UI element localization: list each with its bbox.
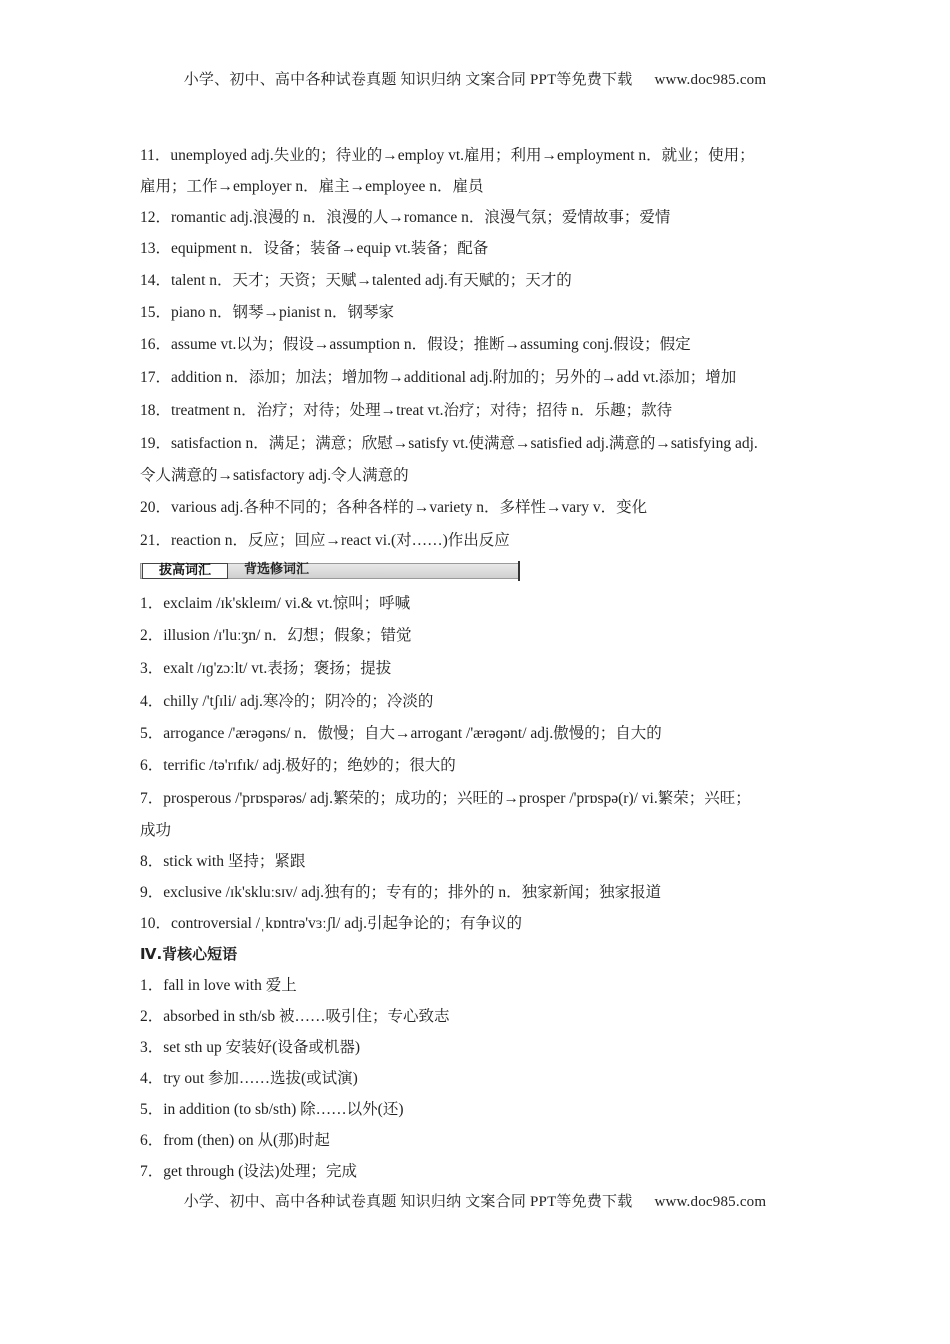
- advanced-vocab-line: 2．illusion /ɪ'luːʒn/ n．幻想；假象；错觉: [140, 627, 412, 644]
- vocab-line: 16．assume vt.以为；假设→assumption n．假设；推断→assuming conj.假设；假定: [140, 336, 691, 353]
- header-text: 小学、初中、高中各种试卷真题 知识归纳 文案合同 PPT等免费下载: [183, 72, 633, 88]
- vocab-line: 17．addition n．添加；加法；增加物→additional adj.附加的；另外的→add vt.添加；增加: [140, 369, 737, 386]
- footer-site: www.doc985.com: [654, 1194, 767, 1210]
- advanced-vocab-line: 9．exclusive /ɪk'skluːsɪv/ adj.独有的；专有的；排外的 n．独家新闻；独家报道: [140, 884, 662, 901]
- page-footer: [0, 1190, 950, 1211]
- advanced-vocab-line: 8．stick with 坚持；紧跟: [140, 853, 306, 870]
- vocab-line: 11．unemployed adj.失业的；待业的→employ vt.雇用；利用→employment n．就业；使用；: [140, 147, 755, 164]
- phrase-item: 5．in addition (to sb/sth) 除……以外(还): [140, 1101, 404, 1118]
- advanced-vocab-line: 5．arrogance /'ærəɡəns/ n．傲慢；自大→arrogant /'ærəɡənt/ adj.傲慢的；自大的: [140, 725, 662, 742]
- advanced-vocab-line: 6．terrific /tə'rɪfɪk/ adj.极好的；绝妙的；很大的: [140, 757, 456, 774]
- banner-end-mark: [518, 561, 520, 581]
- vocab-line: 13．equipment n．设备；装备→equip vt.装备；配备: [140, 240, 489, 257]
- banner-subtitle: 背选修词汇: [244, 562, 310, 577]
- phrase-item: 7．get through (设法)处理；完成: [140, 1163, 357, 1180]
- section-title: Ⅳ.背核心短语: [140, 945, 238, 963]
- footer-text: 小学、初中、高中各种试卷真题 知识归纳 文案合同 PPT等免费下载: [183, 1194, 633, 1210]
- vocab-line: 14．talent n．天才；天资；天赋→talented adj.有天赋的；天才的: [140, 272, 572, 289]
- advanced-vocab-line: 4．chilly /'tʃɪli/ adj.寒冷的；阴冷的；冷淡的: [140, 693, 434, 710]
- page-header: [0, 68, 950, 89]
- vocab-line: 雇用；工作→employer n．雇主→employee n．雇员: [140, 178, 484, 195]
- advanced-vocab-line: 1．exclaim /ɪk'skleɪm/ vi.& vt.惊叫；呼喊: [140, 595, 411, 612]
- section-banner: [140, 563, 520, 581]
- vocab-line: 21．reaction n．反应；回应→react vi.(对……)作出反应: [140, 532, 510, 549]
- vocab-line: 12．romantic adj.浪漫的 n．浪漫的人→romance n．浪漫气氛；爱情故事；爱情: [140, 209, 671, 226]
- vocab-line: 15．piano n．钢琴→pianist n．钢琴家: [140, 304, 395, 321]
- advanced-vocab-line: 成功: [140, 822, 172, 839]
- phrase-item: 4．try out 参加……选拔(或试演): [140, 1070, 358, 1087]
- advanced-vocab-line: 10．controversial /ˌkɒntrə'vɜːʃl/ adj.引起争论的；有争议的: [140, 915, 523, 932]
- banner-tag: 拔高词汇: [142, 563, 228, 579]
- phrase-item: 6．from (then) on 从(那)时起: [140, 1132, 330, 1149]
- vocab-line: 20．various adj.各种不同的；各种各样的→variety n．多样性→vary v．变化: [140, 499, 648, 516]
- phrase-item: 1．fall in love with 爱上: [140, 977, 297, 994]
- phrase-item: 2．absorbed in sth/sb 被……吸引住；专心致志: [140, 1008, 450, 1025]
- vocab-line: 18．treatment n．治疗；对待；处理→treat vt.治疗；对待；招待 n．乐趣；款待: [140, 402, 673, 419]
- header-site: www.doc985.com: [654, 72, 767, 88]
- phrase-item: 3．set sth up 安装好(设备或机器): [140, 1039, 361, 1056]
- advanced-vocab-line: 3．exalt /ɪɡ'zɔːlt/ vt.表扬；褒扬；提拔: [140, 660, 392, 677]
- vocabulary-content: [140, 140, 820, 1187]
- vocab-line: 19．satisfaction n．满足；满意；欣慰→satisfy vt.使满意→satisfied adj.满意的→satisfying adj.: [140, 435, 758, 452]
- advanced-vocab-line: 7．prosperous /'prɒspərəs/ adj.繁荣的；成功的；兴旺的→prosper /'prɒspə(r)/ vi.繁荣；兴旺；: [140, 790, 751, 807]
- vocab-line: 令人满意的→satisfactory adj.令人满意的: [140, 467, 409, 484]
